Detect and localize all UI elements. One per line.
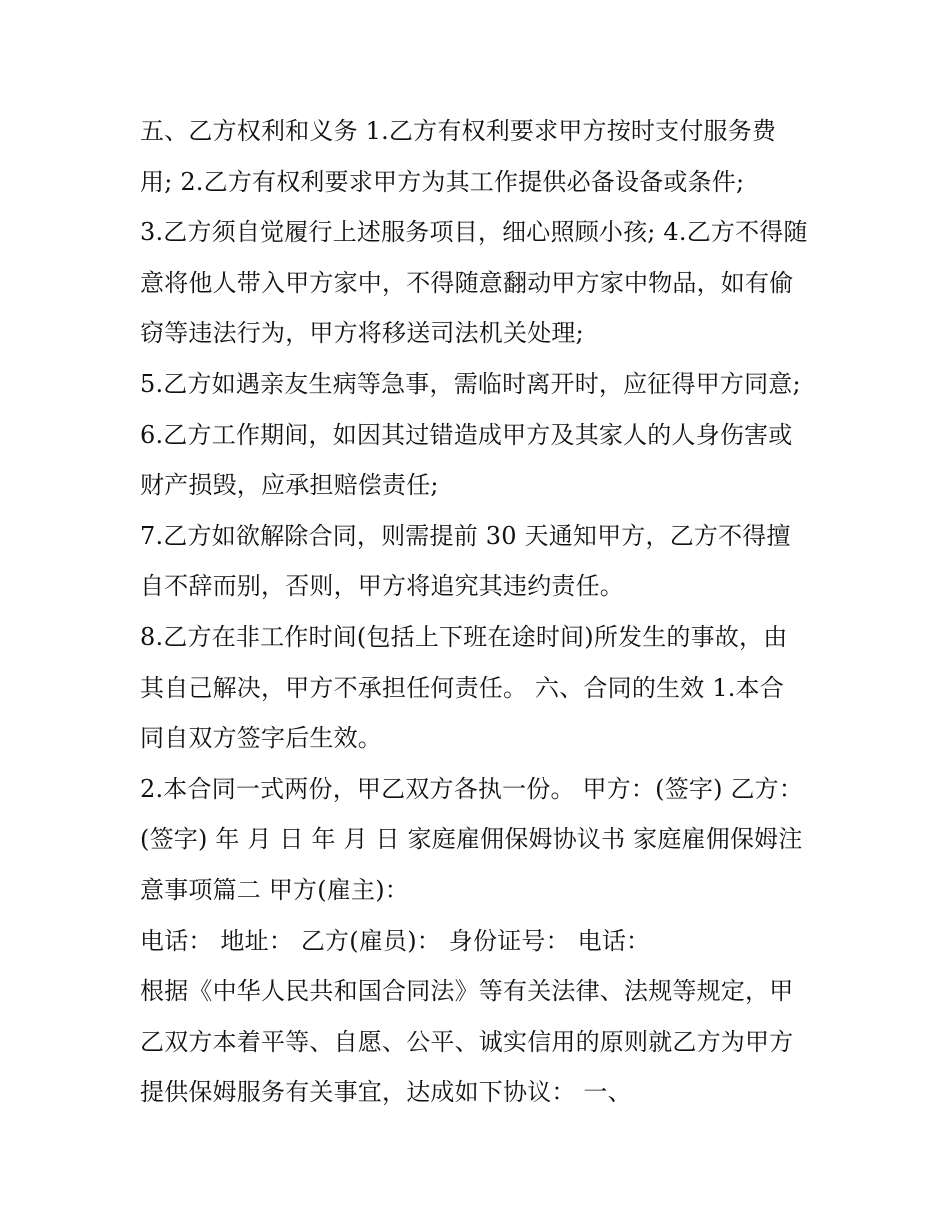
text-line: 五、乙方权利和义务 1.乙方有权利要求甲方按时支付服务费 [140,117,777,145]
text-line: 乙双方本着平等、自愿、公平、诚实信用的原则就乙方为甲方 [140,1027,794,1056]
text-line: 8.乙方在非工作时间(包括上下班在途时间)所发生的事故，由 [140,622,788,651]
text-line: 根据《中华人民共和国合同法》等有关法律、法规等规定，甲 [140,977,794,1006]
document-body [140,106,820,1118]
text-line: 自不辞而别，否则，甲方将追究其违约责任。 [140,572,624,601]
text-line: (签字) 年 月 日 年 月 日 家庭雇佣保姆协议书 家庭雇佣保姆注 [140,825,803,854]
text-line: 财产损毁，应承担赔偿责任; [140,471,439,500]
text-line: 2.本合同一式两份，甲乙双方各执一份。 甲方：(签字) 乙方： [140,774,804,803]
text-line: 窃等违法行为，甲方将移送司法机关处理; [140,319,584,348]
text-line: 电话： 地址： 乙方(雇员)： 身份证号： 电话： [140,926,651,955]
text-line: 5.乙方如遇亲友生病等急事，需临时离开时，应征得甲方同意; [140,369,801,398]
text-line: 3.乙方须自觉履行上述服务项目，细心照顾小孩; 4.乙方不得随 [140,218,808,247]
text-line: 意事项篇二 甲方(雇主)： [140,875,409,904]
text-line: 同自双方签字后生效。 [140,724,382,753]
text-line: 意将他人带入甲方家中，不得随意翻动甲方家中物品，如有偷 [140,268,794,297]
text-line: 7.乙方如欲解除合同，则需提前 30 天通知甲方，乙方不得擅 [140,521,791,550]
text-line: 6.乙方工作期间，如因其过错造成甲方及其家人的人身伤害或 [140,420,793,449]
text-line: 提供保姆服务有关事宜，达成如下协议： 一、 [140,1078,632,1107]
text-line: 用; 2.乙方有权利要求甲方为其工作提供必备设备或条件; [140,167,745,196]
text-line: 其自己解决，甲方不承担任何责任。 六、合同的生效 1.本合 [140,673,784,702]
